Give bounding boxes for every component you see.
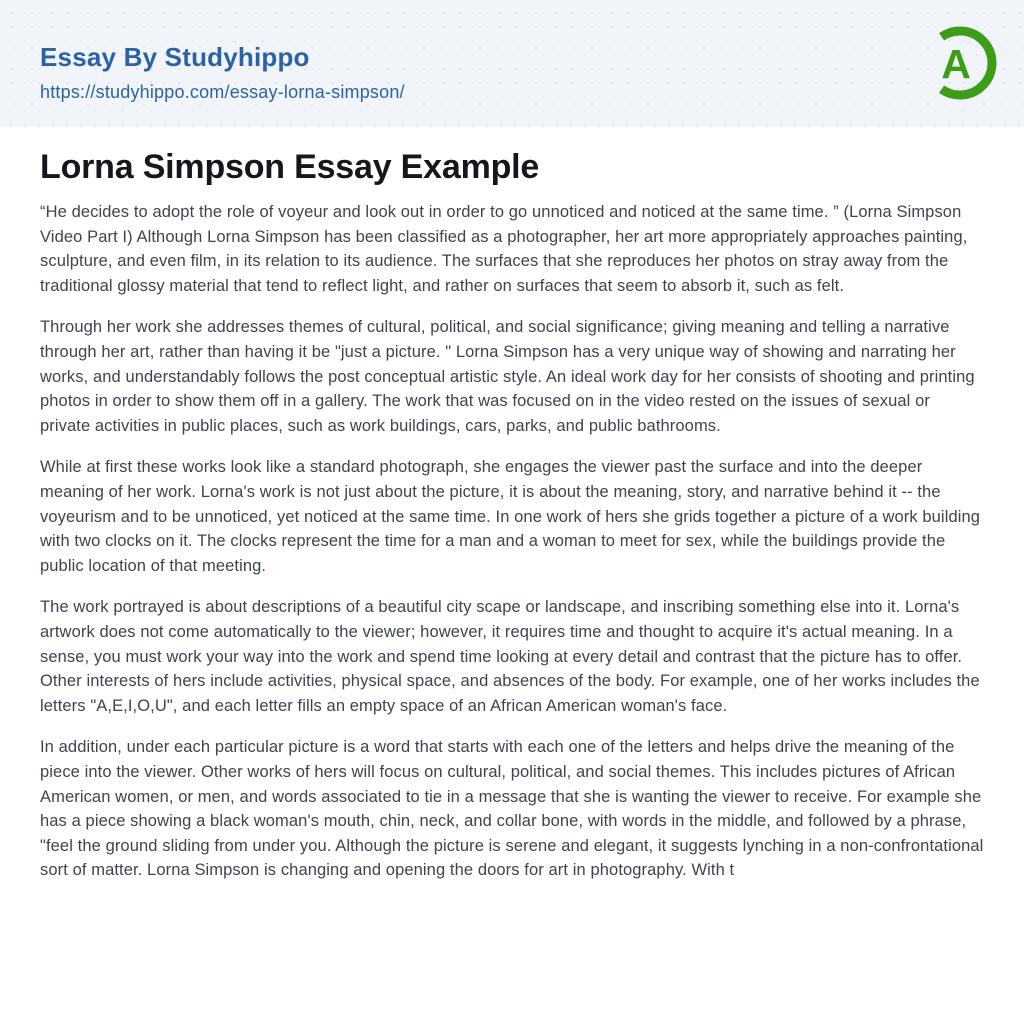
page-url-link[interactable]: https://studyhippo.com/essay-lorna-simpson/	[40, 82, 405, 103]
essay-paragraph-1: “He decides to adopt the role of voyeur and look out in order to go unnoticed and noticed at the same time. ” (Lorna Simpson Video Part I) Although Lorna Simpson has been classified as a photographer, her art more appropriately approaches painting, sculpture, and even film, in its relation to its audience. The surfaces that she reproduces her photos on stray away from the traditional glossy material that tend to reflect light, and rather on surfaces that seem to absorb it, such as felt.	[40, 203, 968, 295]
essay-body	[40, 200, 984, 883]
site-title: Essay By Studyhippo	[40, 42, 310, 72]
essay-paragraph-2: Through her work she addresses themes of cultural, political, and social significance; giving meaning and telling a narrative through her art, rather than having it be "just a picture. " Lorna Simpson has a very unique way of showing and narrating her works, and understandably follows the post conceptual artistic style. An ideal work day for her consists of shooting and printing photos in order to show them off in a gallery. The work that was focused on in the video rested on the issues of sexual or private activities in public places, such as work buildings, cars, parks, and public bathrooms.	[40, 318, 975, 435]
essay-paragraph-3: While at first these works look like a standard photograph, she engages the viewer past the surface and into the deeper meaning of her work. Lorna's work is not just about the picture, it is about the meaning, story, and narrative behind it -- the voyeurism and to be unnoticed, yet noticed at the same time. In one work of hers she grids together a picture of a work building with two clocks on it. The clocks represent the time for a man and a woman to meet for sex, while the buildings provide the public location of that meeting.	[40, 458, 981, 575]
essay-paragraph-4: The work portrayed is about descriptions of a beautiful city scape or landscape, and inscribing something else into it. Lorna's artwork does not come automatically to the viewer; however, it requires time and thought to acquire it's actual meaning. In a sense, you must work your way into the work and spend time looking at every detail and contrast that the picture has to offer. Other interests of hers include activities, physical space, and absences of the body. For example, one of her works includes the letters "A,E,I,O,U", and each letter fills an empty space of an African American woman's face.	[40, 598, 980, 715]
essay-paragraph-5: In addition, under each particular picture is a word that starts with each one of the letters and helps drive the meaning of the piece into the viewer. Other works of hers will focus on cultural, political, and social themes. This includes pictures of African American women, or men, and words associated to tie in a message that she is wanting the viewer to receive. For example she has a piece showing a black woman's mouth, chin, neck, and collar bone, with words in the middle, and followed by a phrase, "feel the ground sliding from under you. Although the picture is serene and elegant, it suggests lynching in a non-confrontational sort of matter. Lorna Simpson is changing and opening the doors for art in photography. With t	[40, 738, 984, 880]
site-header	[0, 0, 1024, 127]
studyhippo-logo-icon	[922, 25, 998, 101]
essay-content	[0, 127, 1024, 883]
logo-letter: A	[941, 41, 971, 87]
essay-title: Lorna Simpson Essay Example	[40, 148, 540, 186]
header-text-block	[40, 0, 405, 103]
